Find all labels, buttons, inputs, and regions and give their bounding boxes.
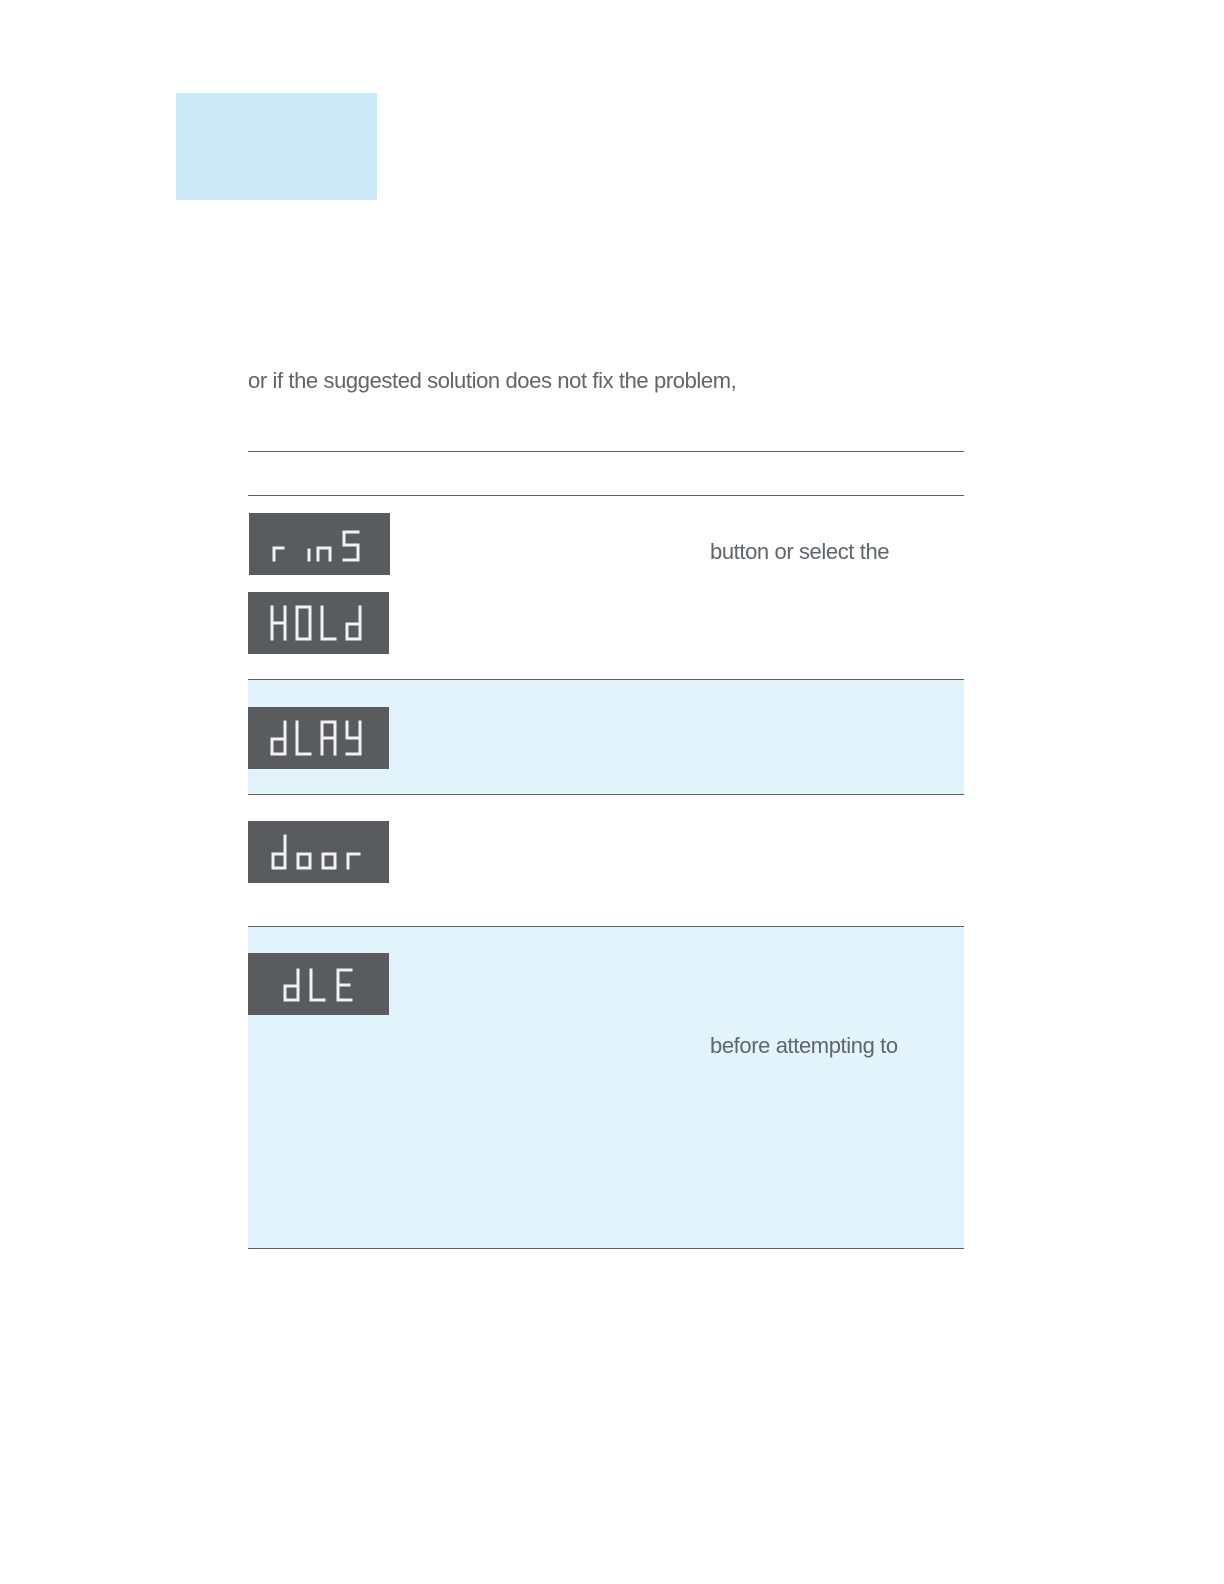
seven-segment-dle <box>269 964 369 1004</box>
row-cell-text: before attempting to <box>710 1033 898 1058</box>
seven-segment-dlay <box>269 718 369 758</box>
display-code-dle <box>248 953 389 1015</box>
table-row-rule <box>248 926 964 927</box>
header-color-block <box>176 93 377 200</box>
seven-segment-rins <box>270 524 370 564</box>
display-code-hold <box>248 592 389 654</box>
row-cell-text: button or select the <box>710 539 890 564</box>
table-row-rule <box>248 679 964 680</box>
table-top-rule <box>248 451 964 452</box>
seven-segment-door <box>269 832 369 872</box>
display-code-dlay <box>248 707 389 769</box>
display-code-door <box>248 821 389 883</box>
table-bottom-rule <box>248 1248 964 1249</box>
seven-segment-hold <box>269 603 369 643</box>
table-header-rule <box>248 495 964 496</box>
intro-text: or if the suggested solution does not fix the problem, <box>248 368 737 393</box>
display-code-rins <box>249 513 390 575</box>
table-row-rule <box>248 794 964 795</box>
